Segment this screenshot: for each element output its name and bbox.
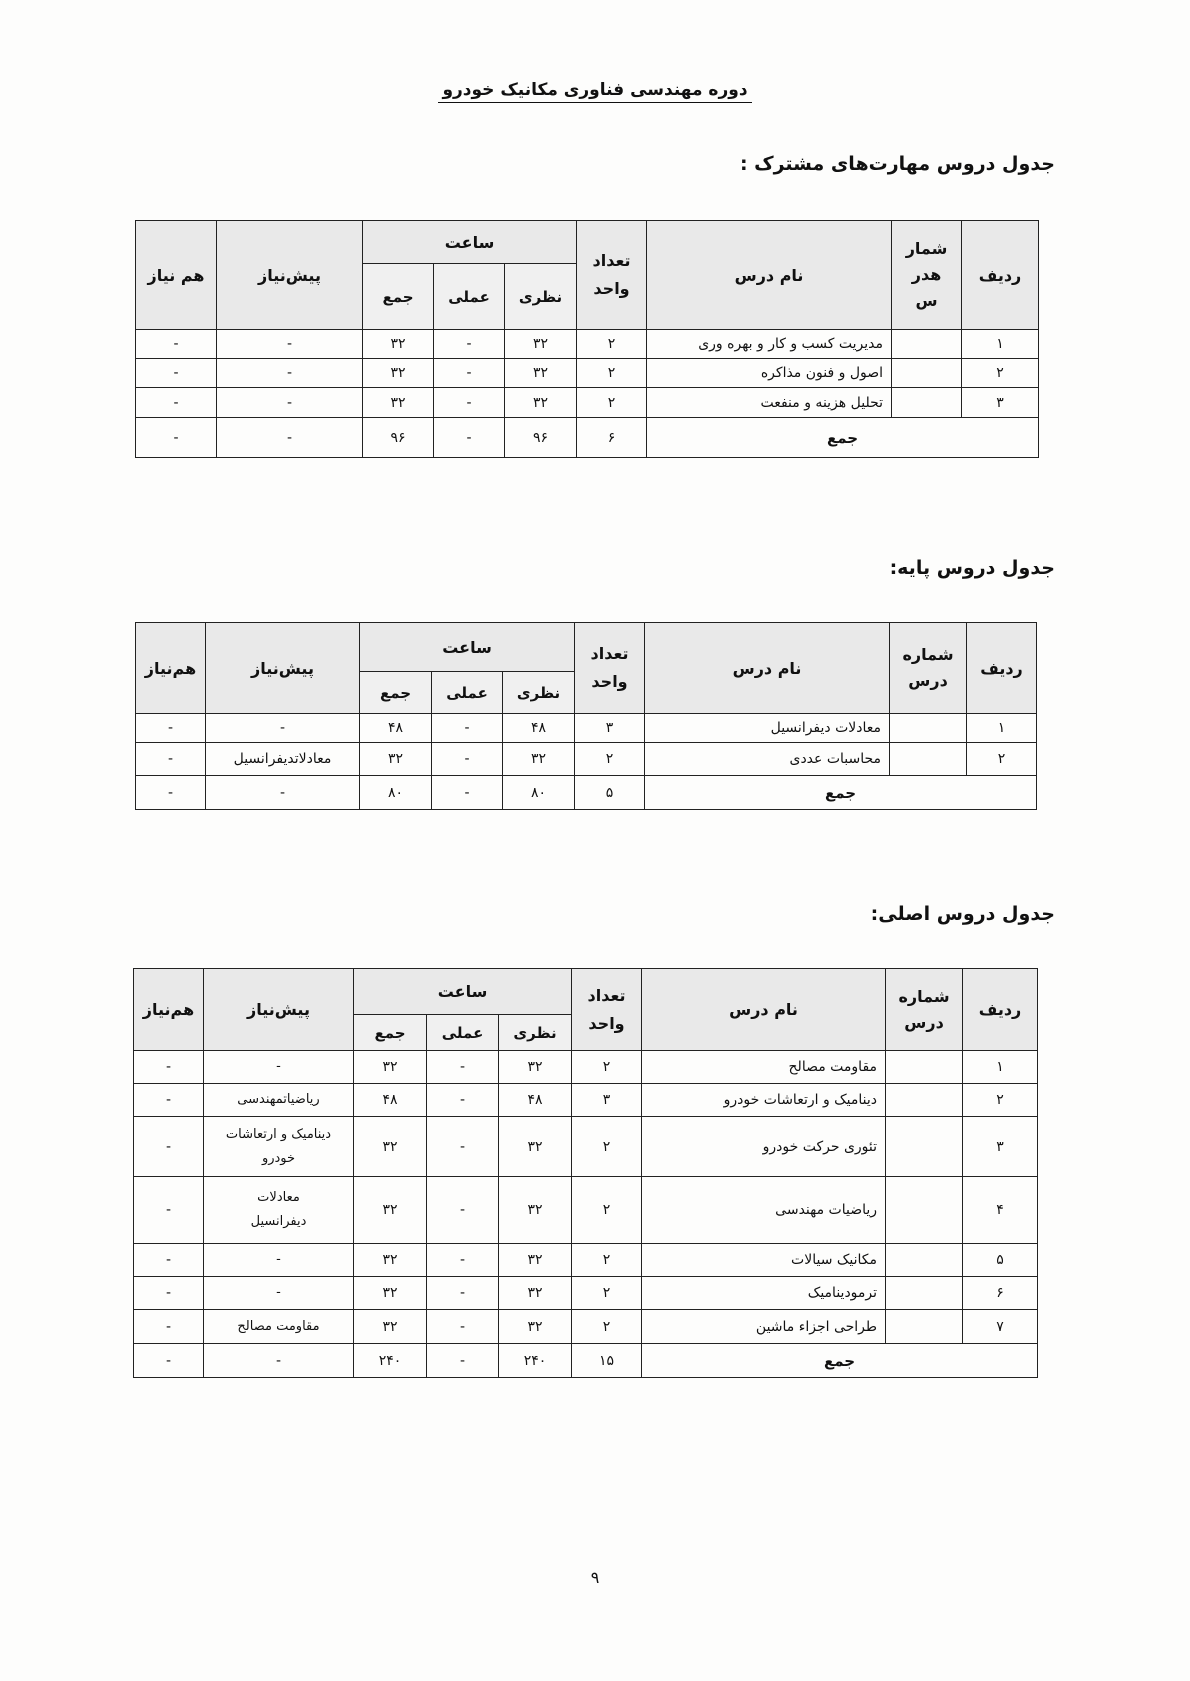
corequisite: - [134, 1051, 204, 1084]
sum-theory: ۸۰ [503, 776, 575, 810]
theory-hours: ۳۲ [503, 743, 575, 776]
row-number: ۴ [963, 1177, 1038, 1244]
sum-prerequisite: - [217, 418, 363, 458]
header-row-number: ردیف [962, 221, 1039, 330]
units: ۲ [572, 1117, 642, 1177]
course-name: محاسبات عددی [645, 743, 890, 776]
table-row [134, 1310, 1038, 1344]
sum-prerequisite: - [204, 1344, 354, 1378]
sum-units: ۱۵ [572, 1344, 642, 1378]
corequisite: - [136, 714, 206, 743]
units: ۲ [577, 330, 647, 359]
sum-units: ۶ [577, 418, 647, 458]
table-row [134, 1084, 1038, 1117]
header-prerequisite: پیش‌نیاز [217, 221, 363, 330]
table-row [136, 743, 1037, 776]
header-course-name: نام درس [642, 969, 886, 1051]
header-prerequisite: پیش‌نیاز [206, 623, 360, 714]
course-code [892, 388, 962, 418]
sum-practice: - [432, 776, 503, 810]
course-code [892, 330, 962, 359]
course-code [892, 359, 962, 388]
sum-corequisite: - [136, 418, 217, 458]
prerequisite: معادلات دیفرانسیل [204, 1177, 354, 1244]
header-units: تعداد واحد [572, 969, 642, 1051]
units: ۳ [572, 1084, 642, 1117]
prerequisite: - [204, 1244, 354, 1277]
sum-label: جمع [642, 1344, 1038, 1378]
course-code [886, 1084, 963, 1117]
header-row-number: ردیف [967, 623, 1037, 714]
sum-units: ۵ [575, 776, 645, 810]
table-row [134, 1277, 1038, 1310]
practice-hours: - [427, 1310, 499, 1344]
course-name: معادلات دیفرانسیل [645, 714, 890, 743]
section-title-common-skills: جدول دروس مهارت‌های مشترک : [739, 153, 1055, 175]
course-code [886, 1117, 963, 1177]
prerequisite: مقاومت مصالح [204, 1310, 354, 1344]
course-name: مکانیک سیالات [642, 1244, 886, 1277]
course-name: ریاضیات مهندسی [642, 1177, 886, 1244]
theory-hours: ۳۲ [499, 1117, 572, 1177]
course-name: تحلیل هزینه و منفعت [647, 388, 892, 418]
practice-hours: - [427, 1244, 499, 1277]
prerequisite: - [217, 359, 363, 388]
sum-total: ۸۰ [360, 776, 432, 810]
header-corequisite: هم نیاز [136, 221, 217, 330]
total-hours: ۳۲ [354, 1117, 427, 1177]
sum-theory: ۹۶ [505, 418, 577, 458]
header-theory: نظری [499, 1015, 572, 1051]
header-units: تعداد واحد [577, 221, 647, 330]
course-name: مقاومت مصالح [642, 1051, 886, 1084]
page-number: ۹ [590, 1568, 600, 1587]
units: ۲ [572, 1244, 642, 1277]
table-row [134, 1051, 1038, 1084]
corequisite: - [136, 330, 217, 359]
total-hours: ۳۲ [363, 388, 434, 418]
header-course-name: نام درس [645, 623, 890, 714]
prerequisite: ریاضیاتمهندسی [204, 1084, 354, 1117]
corequisite: - [134, 1310, 204, 1344]
header-course-number: شماره درس [886, 969, 963, 1051]
prerequisite: - [204, 1277, 354, 1310]
theory-hours: ۴۸ [503, 714, 575, 743]
theory-hours: ۳۲ [499, 1310, 572, 1344]
theory-hours: ۳۲ [499, 1244, 572, 1277]
table-row [136, 388, 1039, 418]
corequisite: - [134, 1177, 204, 1244]
practice-hours: - [427, 1277, 499, 1310]
row-number: ۳ [962, 388, 1039, 418]
row-number: ۱ [963, 1051, 1038, 1084]
row-number: ۶ [963, 1277, 1038, 1310]
units: ۲ [572, 1277, 642, 1310]
total-hours: ۳۲ [354, 1277, 427, 1310]
header-total: جمع [363, 264, 434, 330]
practice-hours: - [427, 1177, 499, 1244]
total-hours: ۳۲ [363, 359, 434, 388]
prerequisite: - [206, 714, 360, 743]
prerequisite: معادلاتدیفرانسیل [206, 743, 360, 776]
theory-hours: ۳۲ [499, 1177, 572, 1244]
theory-hours: ۴۸ [499, 1084, 572, 1117]
common-skills-table [135, 220, 1039, 458]
practice-hours: - [434, 330, 505, 359]
sum-corequisite: - [136, 776, 206, 810]
sum-total: ۲۴۰ [354, 1344, 427, 1378]
corequisite: - [136, 388, 217, 418]
header-corequisite: هم‌نیاز [134, 969, 204, 1051]
header-hours: ساعت [354, 969, 572, 1015]
main-courses-table [133, 968, 1038, 1378]
course-code [886, 1310, 963, 1344]
header-total: جمع [360, 672, 432, 714]
course-name: تئوری حرکت خودرو [642, 1117, 886, 1177]
table-row [136, 359, 1039, 388]
total-hours: ۳۲ [354, 1310, 427, 1344]
row-number: ۳ [963, 1117, 1038, 1177]
units: ۲ [572, 1177, 642, 1244]
header-theory: نظری [505, 264, 577, 330]
sum-label: جمع [647, 418, 1039, 458]
sum-practice: - [427, 1344, 499, 1378]
row-number: ۵ [963, 1244, 1038, 1277]
table-row [136, 714, 1037, 743]
total-hours: ۴۸ [360, 714, 432, 743]
table-row [134, 1117, 1038, 1177]
total-hours: ۳۲ [354, 1177, 427, 1244]
practice-hours: - [427, 1117, 499, 1177]
practice-hours: - [432, 714, 503, 743]
table-row [136, 330, 1039, 359]
total-hours: ۳۲ [360, 743, 432, 776]
course-name: ترمودینامیک [642, 1277, 886, 1310]
course-code [886, 1244, 963, 1277]
sum-label: جمع [645, 776, 1037, 810]
course-name: طراحی اجزاء ماشین [642, 1310, 886, 1344]
sum-row [134, 1344, 1038, 1378]
total-hours: ۴۸ [354, 1084, 427, 1117]
units: ۲ [577, 359, 647, 388]
table-row [134, 1244, 1038, 1277]
theory-hours: ۳۲ [505, 388, 577, 418]
theory-hours: ۳۲ [499, 1051, 572, 1084]
table-row [134, 1177, 1038, 1244]
sum-prerequisite: - [206, 776, 360, 810]
header-row-number: ردیف [963, 969, 1038, 1051]
total-hours: ۳۲ [354, 1051, 427, 1084]
header-hours: ساعت [360, 623, 575, 672]
practice-hours: - [427, 1051, 499, 1084]
header-prerequisite: پیش‌نیاز [204, 969, 354, 1051]
course-code [890, 714, 967, 743]
practice-hours: - [434, 388, 505, 418]
row-number: ۷ [963, 1310, 1038, 1344]
header-hours: ساعت [363, 221, 577, 264]
corequisite: - [136, 359, 217, 388]
corequisite: - [134, 1244, 204, 1277]
prerequisite: - [217, 388, 363, 418]
course-code [890, 743, 967, 776]
total-hours: ۳۲ [363, 330, 434, 359]
course-name: اصول و فنون مذاکره [647, 359, 892, 388]
course-code [886, 1177, 963, 1244]
sum-corequisite: - [134, 1344, 204, 1378]
theory-hours: ۳۲ [505, 330, 577, 359]
theory-hours: ۳۲ [505, 359, 577, 388]
header-practice: عملی [427, 1015, 499, 1051]
sum-row [136, 418, 1039, 458]
practice-hours: - [432, 743, 503, 776]
basic-courses-table [135, 622, 1037, 810]
prerequisite: - [204, 1051, 354, 1084]
course-name: مدیریت کسب و کار و بهره وری [647, 330, 892, 359]
row-number: ۲ [967, 743, 1037, 776]
corequisite: - [134, 1277, 204, 1310]
prerequisite: دینامیک و ارتعاشات خودرو [204, 1117, 354, 1177]
sum-row [136, 776, 1037, 810]
section-title-main-courses: جدول دروس اصلی: [870, 903, 1055, 925]
row-number: ۱ [962, 330, 1039, 359]
section-title-basic-courses: جدول دروس پایه: [889, 557, 1055, 579]
corequisite: - [134, 1117, 204, 1177]
header-corequisite: هم‌نیاز [136, 623, 206, 714]
header-course-number: شماره درس [890, 623, 967, 714]
practice-hours: - [434, 359, 505, 388]
course-code [886, 1277, 963, 1310]
row-number: ۲ [963, 1084, 1038, 1117]
row-number: ۲ [962, 359, 1039, 388]
header-practice: عملی [434, 264, 505, 330]
units: ۲ [572, 1310, 642, 1344]
sum-practice: - [434, 418, 505, 458]
page-title: دوره مهندسی فناوری مکانیک خودرو [0, 80, 1190, 100]
total-hours: ۳۲ [354, 1244, 427, 1277]
units: ۲ [572, 1051, 642, 1084]
sum-theory: ۲۴۰ [499, 1344, 572, 1378]
theory-hours: ۳۲ [499, 1277, 572, 1310]
units: ۳ [575, 714, 645, 743]
units: ۲ [575, 743, 645, 776]
header-course-name: نام درس [647, 221, 892, 330]
corequisite: - [136, 743, 206, 776]
header-units: تعداد واحد [575, 623, 645, 714]
units: ۲ [577, 388, 647, 418]
corequisite: - [134, 1084, 204, 1117]
header-theory: نظری [503, 672, 575, 714]
prerequisite: - [217, 330, 363, 359]
course-code [886, 1051, 963, 1084]
header-practice: عملی [432, 672, 503, 714]
header-total: جمع [354, 1015, 427, 1051]
practice-hours: - [427, 1084, 499, 1117]
row-number: ۱ [967, 714, 1037, 743]
header-course-number: شمار هدر س [892, 221, 962, 330]
course-name: دینامیک و ارتعاشات خودرو [642, 1084, 886, 1117]
sum-total: ۹۶ [363, 418, 434, 458]
